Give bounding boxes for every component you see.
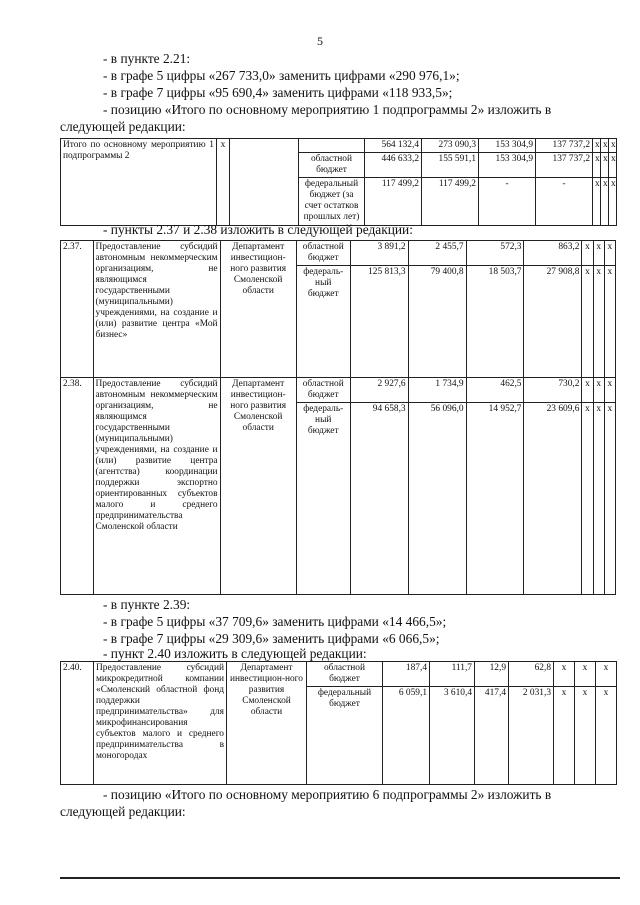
value-cell: 155 591,1 — [422, 153, 479, 178]
item-name: Предоставление субсидий автономным некоммерческим организациям, не являющимся государственными (муниципальными) учреждениями, на создание и (или) развитие центра (агентства) координации поддержки экспортно ориентированных субъектов малого и среднего предпринимательства Смоленской области — [93, 378, 220, 595]
item-number: 2.38. — [61, 378, 94, 595]
budget-source: областной бюджет — [296, 241, 350, 266]
value-cell: 3 891,2 — [350, 241, 408, 266]
budget-source: федераль-ный бюджет — [296, 266, 350, 378]
value-cell: 273 090,3 — [422, 139, 479, 153]
value-cell: 79 400,8 — [408, 266, 466, 378]
x-cell: x — [601, 139, 609, 153]
text-line: - в графе 5 цифры «37 709,6» заменить цифрами «14 466,5»; — [103, 614, 447, 629]
item-executor: Департамент инвестицион-ного развития Смоленской области — [220, 241, 296, 378]
x-cell: x — [593, 139, 601, 153]
budget-source: федераль-ный бюджет — [296, 403, 350, 595]
x-cell: x — [596, 687, 617, 785]
value-cell: 137 737,2 — [536, 139, 593, 153]
x-cell: x — [604, 403, 615, 595]
x-cell: x — [582, 266, 593, 378]
item-executor: Департамент инвестицион-ного развития Смоленской области — [220, 378, 296, 595]
budget-source: федеральный бюджет (за счет остатков прошлых лет) — [299, 178, 365, 226]
value-cell: 137 737,2 — [536, 153, 593, 178]
value-cell: 863,2 — [524, 241, 582, 266]
x-cell: x — [601, 153, 609, 178]
x-cell: x — [601, 178, 609, 226]
items-table-2 — [60, 240, 616, 595]
value-cell: 117 499,2 — [422, 178, 479, 226]
value-cell: 153 304,9 — [479, 153, 536, 178]
value-cell: 153 304,9 — [479, 139, 536, 153]
x-cell: x — [217, 139, 230, 226]
value-cell: 117 499,2 — [365, 178, 422, 226]
item-number: 2.37. — [61, 241, 94, 378]
x-cell: x — [609, 153, 617, 178]
text-line: - в графе 7 цифры «95 690,4» заменить цифрами «118 933,5»; — [103, 85, 453, 100]
x-cell: x — [554, 662, 575, 687]
item-name: Предоставление субсидий автономным некоммерческим организациям, не являющимся государственными (муниципальными) учреждениями, на создание и (или) развитие центра «Мой бизнес» — [93, 241, 220, 378]
value-cell: 62,8 — [509, 662, 554, 687]
text-line: - пункт 2.40 изложить в следующей редакции: — [103, 646, 367, 661]
x-cell: x — [582, 241, 593, 266]
x-cell: x — [582, 378, 593, 403]
budget-source: федеральный бюджет — [307, 687, 383, 785]
value-cell: 1 734,9 — [408, 378, 466, 403]
x-cell: x — [575, 662, 596, 687]
x-cell: x — [593, 153, 601, 178]
value-cell: 2 455,7 — [408, 241, 466, 266]
page-number: 5 — [317, 34, 323, 48]
value-cell: 125 813,3 — [350, 266, 408, 378]
empty-cell — [299, 139, 365, 153]
x-cell: x — [575, 687, 596, 785]
x-cell: x — [604, 241, 615, 266]
value-cell: 730,2 — [524, 378, 582, 403]
value-cell: 12,9 — [475, 662, 509, 687]
value-cell: 2 031,3 — [509, 687, 554, 785]
value-cell: 23 609,6 — [524, 403, 582, 595]
text-line: - в графе 7 цифры «29 309,6» заменить цифрами «6 066,5»; — [103, 631, 440, 646]
value-cell: 94 658,3 — [350, 403, 408, 595]
value-cell: 18 503,7 — [466, 266, 524, 378]
value-cell: 564 132,4 — [365, 139, 422, 153]
x-cell: x — [604, 378, 615, 403]
value-cell: 14 952,7 — [466, 403, 524, 595]
empty-cell — [230, 139, 299, 226]
x-cell: x — [596, 662, 617, 687]
x-cell: x — [554, 687, 575, 785]
value-cell: - — [536, 178, 593, 226]
text-line: - в пункте 2.21: — [103, 51, 191, 66]
text-line: - в графе 5 цифры «267 733,0» заменить цифрами «290 976,1»; — [103, 68, 460, 83]
budget-source: областной бюджет — [296, 378, 350, 403]
x-cell: x — [593, 266, 604, 378]
value-cell: 572,3 — [466, 241, 524, 266]
x-cell: x — [593, 178, 601, 226]
value-cell: 56 096,0 — [408, 403, 466, 595]
value-cell: 446 633,2 — [365, 153, 422, 178]
page-bottom-rule — [60, 877, 620, 879]
x-cell: x — [609, 139, 617, 153]
value-cell: 462,5 — [466, 378, 524, 403]
text-line: - пункты 2.37 и 2.38 изложить в следующей редакции: — [103, 222, 413, 237]
x-cell: x — [593, 403, 604, 595]
value-cell: 417,4 — [475, 687, 509, 785]
text-line: - позицию «Итого по основному мероприятию 1 подпрограммы 2» изложить в — [103, 102, 552, 117]
value-cell: 2 927,6 — [350, 378, 408, 403]
item-name: Предоставление субсидий микрокредитной компании «Смоленский областной фонд поддержки предпринимательства» для микрофинансирования субъектов малого и среднего предпринимательства в моногородах — [94, 662, 227, 785]
items-table-3 — [60, 661, 617, 785]
value-cell: 111,7 — [430, 662, 475, 687]
total-title: Итого по основному мероприятию 1 подпрограммы 2 — [61, 139, 217, 226]
value-cell: 6 059,1 — [383, 687, 430, 785]
x-cell: x — [604, 266, 615, 378]
x-cell: x — [593, 378, 604, 403]
text-line: - в пункте 2.39: — [103, 597, 191, 612]
x-cell: x — [582, 403, 593, 595]
value-cell: 3 610,4 — [430, 687, 475, 785]
value-cell: 27 908,8 — [524, 266, 582, 378]
text-line: следующей редакции: — [60, 119, 186, 134]
text-line: - позицию «Итого по основному мероприятию 6 подпрограммы 2» изложить в — [103, 787, 552, 802]
x-cell: x — [609, 178, 617, 226]
budget-source: областной бюджет — [307, 662, 383, 687]
x-cell: x — [593, 241, 604, 266]
total-table-1 — [60, 138, 617, 226]
budget-source: областной бюджет — [299, 153, 365, 178]
value-cell: - — [479, 178, 536, 226]
item-number: 2.40. — [61, 662, 94, 785]
text-line: следующей редакции: — [60, 804, 186, 819]
value-cell: 187,4 — [383, 662, 430, 687]
item-executor: Департамент инвестицион-ного развития Смоленской области — [227, 662, 307, 785]
